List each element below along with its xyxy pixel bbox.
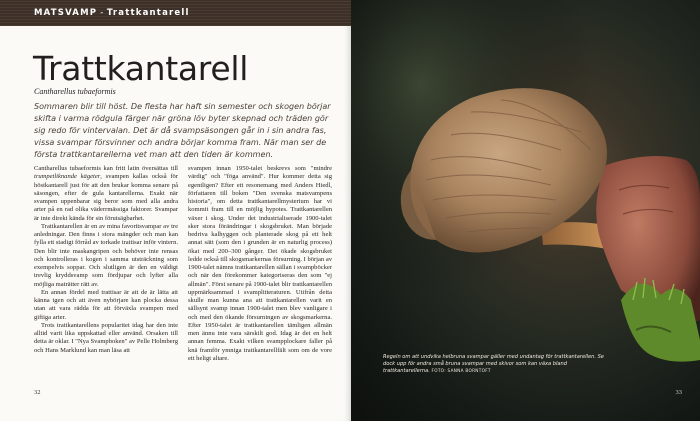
photo-page [351,0,700,421]
body-paragraph: Trots trattkantarellens popularitet idag har den inte alltid varit lika uppskattad eller använd. Orsaken till detta är oklar. I "Nya Svampboken" av Pelle Holmberg och Hans Marklund kan man läsa att [34,321,178,354]
body-columns [34,165,332,363]
intro-paragraph: Sommaren blir till höst. De flesta har haft sin semester och skogen börjar skifta i varma rödgula färger när gröna löv byter skepnad och träden gör sig redo för vintervalan. Det är då svampsäsongen går in i sin andra fas, vissa svampar försvinner och andra börjar komma fram. När man ser de första trattkantarellerna vet man att den tiden är kommen. [34,102,331,160]
header-topic: Trattkantarell [106,8,190,18]
header-band [0,0,351,26]
body-paragraph [34,165,178,223]
body-paragraph: Trattkantarellen är en av mina favoritsvampar av tre anledningar. Den finns i stora mängder och man kan fylla ett stadigt förråd av torkade trattisar inför vintern. Den blir inte maskangripen och behöver inte rensas och kontrolleras i kogen i samma utsträckning som exempelvis soppar. Och slutligen är den en väldigt trevlig kryddsvamp som fördjupar och lyfter alla möjliga maträtter rätt av. [34,222,178,288]
left-column [34,165,178,363]
page-number-left: 32 [34,389,41,396]
header-section: MATSVAMP [34,8,98,18]
running-header [34,8,190,18]
paragraph-lead: Cantharellus tubaeformis kan fritt latin översättas till [34,165,178,172]
photo-credit: FOTO: SANNA BORNTOFT [431,367,491,373]
header-separator: - [97,8,107,18]
body-paragraph: svampen innan 1950-talet beskrevs som "mindre värdig" och "föga använd". Hur kommer detta sig egentligen? Efter ett resonemang med Anders Hiedl, författaren till boken "Den svenska matsvampens historia", om detta trattkantarellmysterium har vi kommit fram till en möjlig hypotes. Trattkantarellen växer i skog. Under det industrialiserade 1900-talet sker stora förändringar i skogsbruket. Man började bedriva kalhyggen och planterade skog på ett helt annat sätt (som den i grunden är en naturlig process) ökat med 200–300 gånger. Det ökade skogsbruket ledde också till skogsmarkernas försurning. I början av 1900-talet nämns trattkantarellen sällan i svampböcker och när den förekommer kategoriseras den som "ej allmän". Först senare på 1900-talet blir trattkantarellen uppmärksammad i svamplitteraturen. Utifrån detta skulle man kunna ana att trattkantarellen varit en sällsynt svamp innan 1900-talet men blev vanligare i och med den ökande försurningen av skogsmarkerna. Efter 1950-talet är trattkantarellen tämligen allmän men ännu inte vara särskilt god. Idag är det en helt annan femma. Exakt vilken svampplockare faller på knä framför ymniga trattkantarellfält som om de vore ett heligt altare. [188,165,332,362]
caption-text: Regeln om att undvika helbruna svampar gäller med undantag för trattkantarellen. Se dock upp för andra små bruna svampar med skivor som kan växa bland trattkantarellerna. [383,354,604,374]
paragraph-emphasis: trumpetliknande kägeter [34,173,101,181]
page-number-right: 33 [675,389,682,396]
right-column [188,165,332,363]
body-paragraph: En annan fördel med trattisar är att de är lätta att känna igen och att även nybörjare kan plocka dessa utan att vara rädda för att förväxla svampen med giftiga arter. [34,288,178,321]
paragraph-rest: , svampen kallas också för höstkantarell just för att den brukar komma senare på säsongen, efter de gula kantarellerna. Exakt när svampen uppenbarar sig beror som med alla andra arter på en rad olika väderrmässiga faktorer. Svampar är inte direkt kända för sin förutsägbarhet. [34,173,178,222]
article-title: Trattkantarell [33,49,249,88]
photo-caption [383,354,608,375]
latin-name: Cantharellus tubaeformis [34,87,116,96]
